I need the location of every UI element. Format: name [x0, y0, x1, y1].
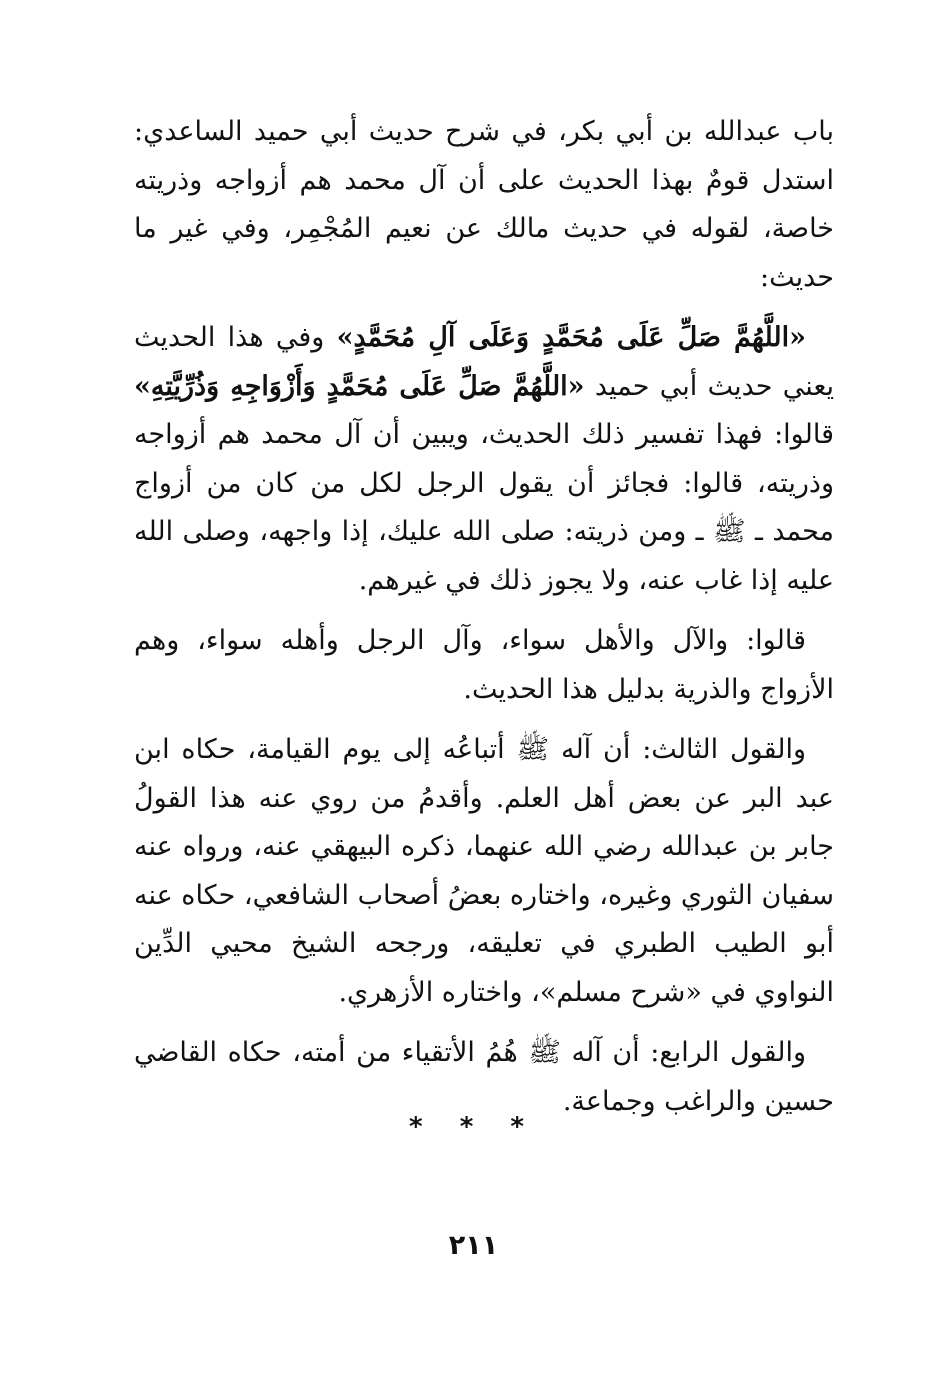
paragraph-2 [134, 314, 834, 605]
page-body [134, 108, 834, 1138]
paragraph-2-text-1: وفي هذا الحديث يعني حديث أبي حميد [134, 322, 834, 402]
quote-prayer-1: «اللَّهُمَّ صَلِّ عَلَى مُحَمَّدٍ وَعَلَى آلِ مُحَمَّدٍ» [336, 322, 807, 353]
paragraph-5: والقول الرابع: أن آله ﷺ هُمُ الأتقياء من أمته، حكاه القاضي حسين والراغب وجماعة. [134, 1037, 834, 1117]
quote-prayer-2: «اللَّهُمَّ صَلِّ عَلَى مُحَمَّدٍ وَأَزْوَاجِهِ وَذُرِّيَّتِهِ» [134, 370, 585, 402]
paragraph-4: والقول الثالث: أن آله ﷺ أتباعُه إلى يوم القيامة، حكاه ابن عبد البر عن بعض أهل العلم. وأقدمُ من روي عنه هذا القولُ جابر بن عبدالله رضي الله عنهما، ذكره البيهقي عنه، ورواه عنه سفيان الثوري وغيره، واختاره بعضُ أصحاب الشافعي، حكاه عنه أبو الطيب الطبري في تعليقه، ورجحه الشيخ محيي الدِّين النواوي في «شرح مسلم»، واختاره الأزهري. [133, 734, 834, 1008]
page-number: ٢١١ [448, 1230, 499, 1261]
paragraph-2-text-2: قالوا: فهذا تفسير ذلك الحديث، ويبين أن آل محمد هم أزواجه وذريته، قالوا: فجائز أن يقول الرجل لكل من كان من أزواج محمد ـ ﷺ ـ ومن ذريته: صلى الله عليك، إذا واجهه، وصلى الله عليه إذا غاب عنه، ولا يجوز ذلك في غيرهم. [134, 419, 834, 596]
paragraph-1: باب عبدالله بن أبي بكر، في شرح حديث أبي حميد الساعدي: استدل قومٌ بهذا الحديث على أن آل محمد هم أزواجه وذريته خاصة، لقوله في حديث مالك عن نعيم المُجْمِر، وفي غير ما حديث: [134, 116, 834, 293]
section-separator: * * * [409, 1112, 538, 1142]
paragraph-3: قالوا: والآل والأهل سواء، وآل الرجل وأهله سواء، وهم الأزواج والذرية بدليل هذا الحديث. [134, 625, 834, 705]
